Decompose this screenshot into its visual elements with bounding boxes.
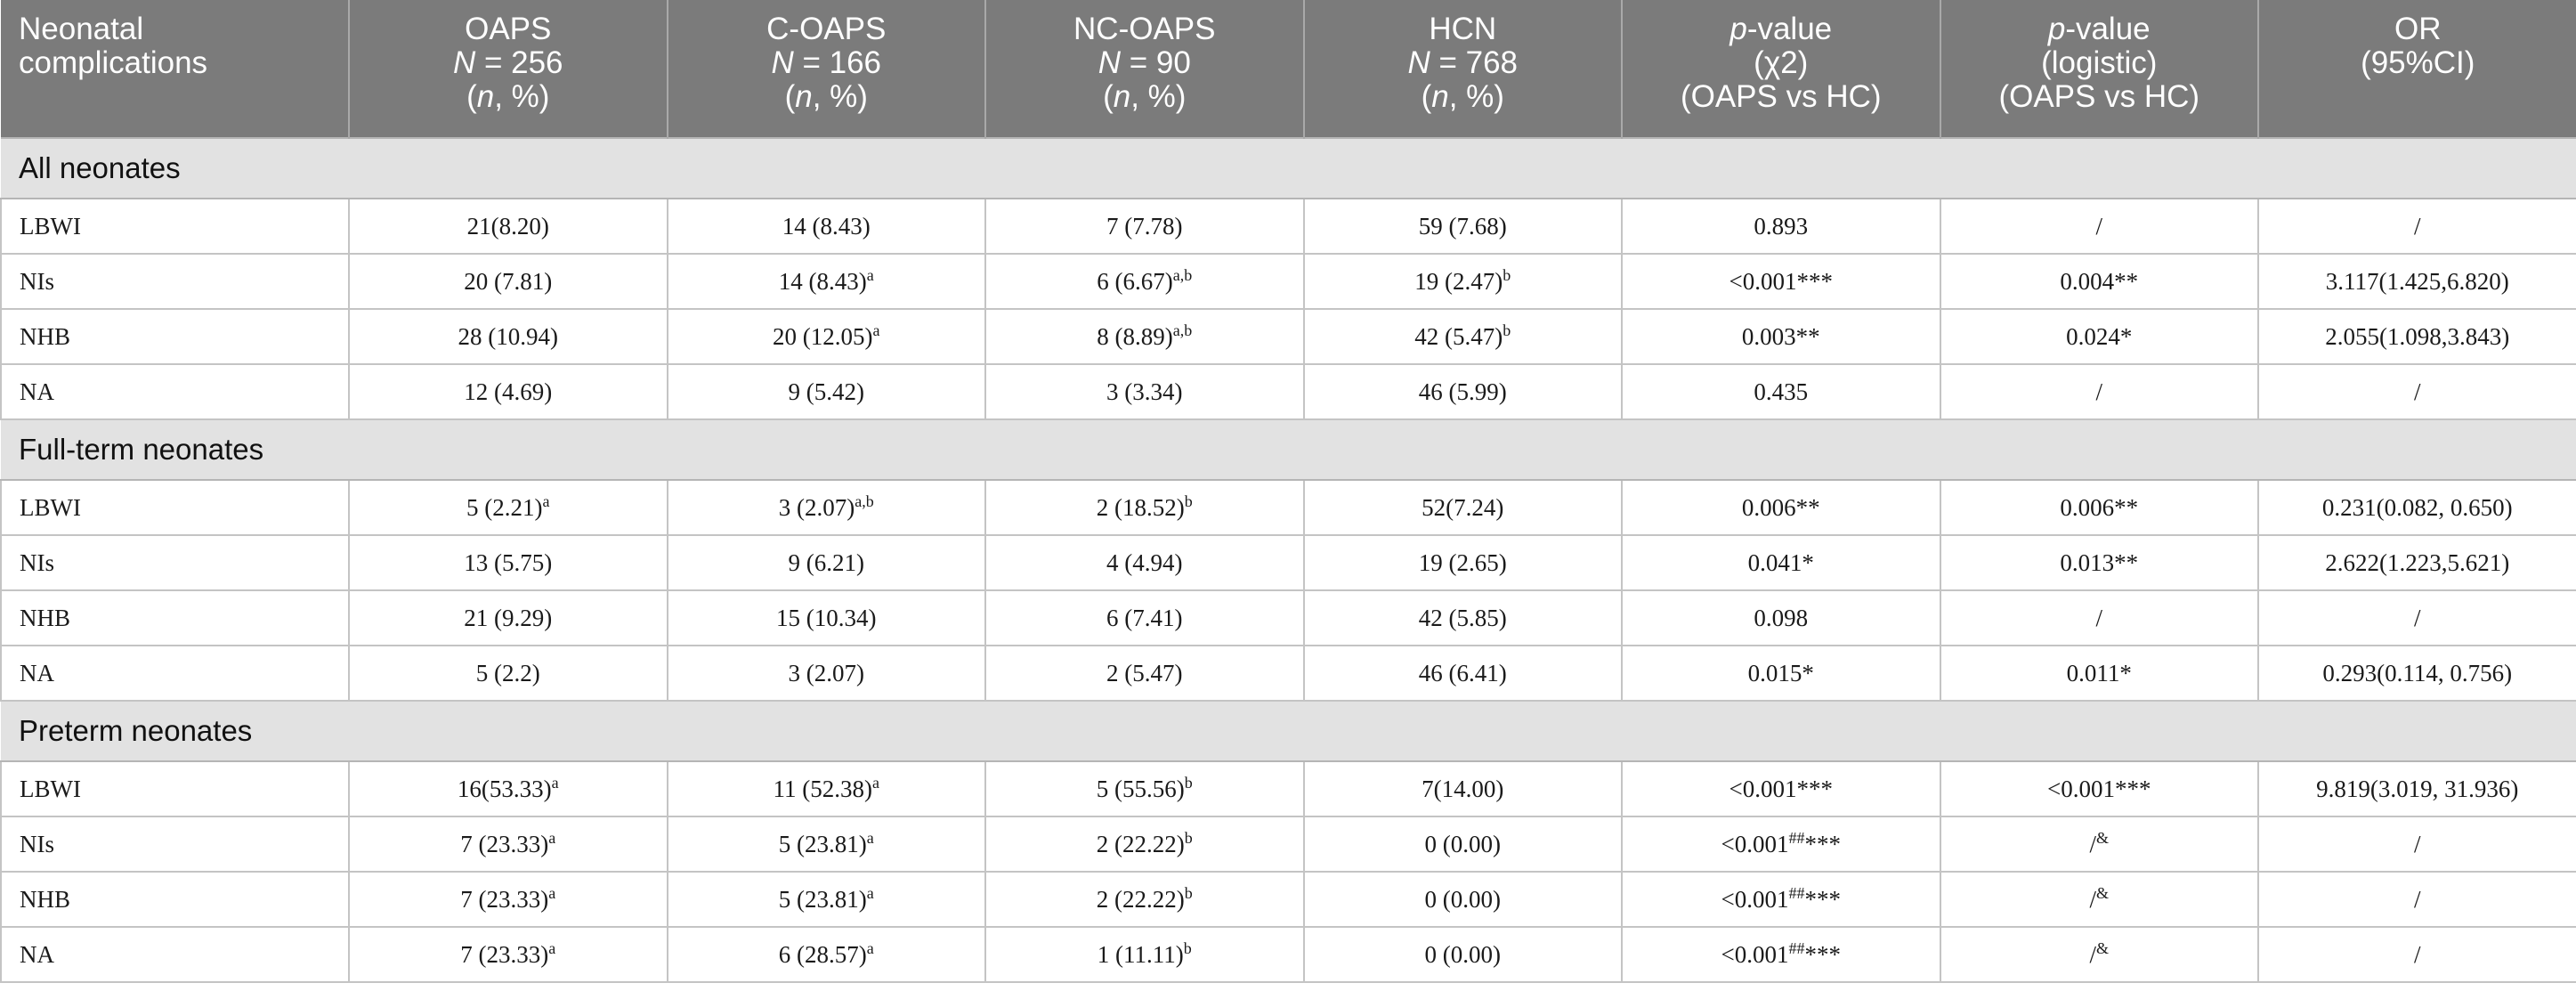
cell-superscript: b: [1184, 828, 1193, 847]
table-cell: [349, 590, 668, 646]
cell-superscript: a: [872, 321, 880, 339]
cell-superscript: b: [1503, 265, 1511, 284]
table-cell: [985, 590, 1304, 646]
cell-superscript: b: [1184, 883, 1193, 902]
row-label: NHB: [1, 872, 349, 927]
cell-value: 4 (4.94): [1106, 548, 1183, 576]
cell-value: 42 (5.47): [1414, 322, 1503, 350]
cell-value: 3 (2.07): [788, 659, 864, 686]
cell-value: 2 (22.22): [1096, 830, 1185, 857]
cell-value: 7(14.00): [1422, 775, 1504, 802]
table-cell: [1622, 535, 1940, 590]
cell-value: 0.015*: [1747, 659, 1814, 686]
cell-significance: ***: [1804, 940, 1841, 968]
cell-value: /: [2095, 212, 2102, 240]
table-cell: [2258, 646, 2576, 701]
cell-value: 0.006**: [2060, 493, 2139, 521]
cell-value: 5 (2.21): [466, 493, 543, 521]
table-cell: [1940, 761, 2259, 816]
cell-value: 12 (4.69): [464, 378, 553, 405]
cell-value: 0.011*: [2066, 659, 2132, 686]
column-header-5: [1622, 0, 1940, 138]
cell-value: 0 (0.00): [1424, 830, 1501, 857]
cell-value: /: [2095, 604, 2102, 631]
column-header-2: [668, 0, 986, 138]
cell-value: /: [2413, 940, 2421, 968]
table-cell: [2258, 927, 2576, 982]
cell-value: 1 (11.11): [1097, 940, 1184, 968]
cell-superscript: a: [542, 491, 550, 510]
table-cell: [1940, 199, 2259, 254]
column-header-line: OR: [2394, 12, 2442, 46]
cell-superscript: a: [871, 773, 879, 792]
cell-value: 59 (7.68): [1418, 212, 1507, 240]
cell-value: 6 (6.67): [1097, 267, 1173, 295]
table-cell: [1622, 646, 1940, 701]
column-header-4: [1304, 0, 1623, 138]
table-cell: [1622, 364, 1940, 419]
row-label: NA: [1, 364, 349, 419]
cell-superscript: &: [2096, 883, 2110, 902]
cell-superscript: b: [1184, 773, 1193, 792]
column-header-line: C-OAPS: [766, 12, 887, 46]
cell-superscript: a: [866, 883, 874, 902]
cell-value: /: [2413, 830, 2421, 857]
column-header-line: HCN: [1429, 12, 1497, 46]
table-cell: [1622, 761, 1940, 816]
section-row: [1, 701, 2576, 761]
column-header-line: (OAPS vs HC): [1998, 79, 2200, 114]
column-header-line: (logistic): [2041, 45, 2158, 80]
table-cell: [1940, 872, 2259, 927]
table-cell: [1940, 590, 2259, 646]
table-cell: [1304, 254, 1623, 309]
table-cell: [1940, 309, 2259, 364]
row-label: NA: [1, 927, 349, 982]
cell-value: 21(8.20): [466, 212, 549, 240]
cell-value: 19 (2.65): [1418, 548, 1507, 576]
cell-value: 0.435: [1754, 378, 1809, 405]
table-cell: [668, 254, 986, 309]
table-row: [1, 590, 2576, 646]
column-header-line: p-value: [2047, 12, 2151, 46]
cell-value: 42 (5.85): [1418, 604, 1507, 631]
table-cell: [1622, 590, 1940, 646]
cell-value: 5 (23.81): [778, 830, 867, 857]
section-row: [1, 419, 2576, 480]
cell-superscript: ##: [1788, 883, 1805, 902]
cell-superscript: b: [1183, 938, 1192, 957]
table-cell: [2258, 816, 2576, 872]
table-cell: [2258, 590, 2576, 646]
table-row: [1, 872, 2576, 927]
table-cell: [1940, 480, 2259, 535]
cell-value: /: [2413, 212, 2421, 240]
table-cell: [349, 309, 668, 364]
cell-value: 2 (18.52): [1096, 493, 1185, 521]
cell-superscript: a: [866, 265, 874, 284]
cell-value: 0.004**: [2060, 267, 2139, 295]
column-header-line: complications: [19, 45, 208, 80]
cell-value: 28 (10.94): [458, 322, 558, 350]
column-header-7: [2258, 0, 2576, 138]
table-cell: [1304, 761, 1623, 816]
cell-value: 5 (2.2): [475, 659, 540, 686]
table-cell: [2258, 199, 2576, 254]
table-cell: [985, 199, 1304, 254]
cell-value: 0.293(0.114, 0.756): [2322, 659, 2513, 686]
cell-value: 6 (28.57): [778, 940, 867, 968]
cell-value: 0 (0.00): [1424, 885, 1501, 913]
cell-superscript: &: [2096, 938, 2110, 957]
cell-value: 3.117(1.425,6.820): [2325, 267, 2509, 295]
table-cell: [1622, 254, 1940, 309]
table-cell: [2258, 254, 2576, 309]
row-label: NA: [1, 646, 349, 701]
cell-value: 2 (22.22): [1096, 885, 1185, 913]
table-cell: [985, 872, 1304, 927]
cell-value: /: [2413, 378, 2421, 405]
table-cell: [1622, 480, 1940, 535]
column-header-0: [1, 0, 349, 138]
table-cell: [349, 254, 668, 309]
cell-value: /: [2095, 378, 2102, 405]
cell-value: 15 (10.34): [776, 604, 877, 631]
column-header-6: [1940, 0, 2259, 138]
table-row: [1, 254, 2576, 309]
cell-value: 0.231(0.082, 0.650): [2321, 493, 2513, 521]
cell-value: 19 (2.47): [1414, 267, 1503, 295]
table-cell: [985, 646, 1304, 701]
cell-value: 13 (5.75): [464, 548, 553, 576]
table-cell: [2258, 309, 2576, 364]
cell-value: /: [2089, 940, 2096, 968]
column-header-line: N = 166: [771, 45, 882, 80]
cell-superscript: a,b: [855, 491, 874, 510]
row-label: NIs: [1, 254, 349, 309]
table-cell: [1940, 364, 2259, 419]
column-header-line: p-value: [1729, 12, 1833, 46]
table-cell: [1304, 872, 1623, 927]
table-cell: [349, 480, 668, 535]
table-cell: [985, 816, 1304, 872]
cell-value: <0.001***: [2047, 775, 2151, 802]
table-row: [1, 364, 2576, 419]
cell-significance: ***: [1804, 885, 1841, 913]
table-cell: [1622, 927, 1940, 982]
row-label: LBWI: [1, 480, 349, 535]
table-cell: [2258, 535, 2576, 590]
cell-value: 7 (23.33): [460, 830, 549, 857]
cell-value: 3 (2.07): [778, 493, 855, 521]
cell-superscript: ##: [1788, 828, 1805, 847]
cell-superscript: a: [551, 773, 559, 792]
table-cell: [668, 364, 986, 419]
cell-value: 9.819(3.019, 31.936): [2316, 775, 2519, 802]
cell-value: 21 (9.29): [464, 604, 553, 631]
cell-value: 0.893: [1754, 212, 1809, 240]
table-cell: [349, 872, 668, 927]
table-cell: [1304, 480, 1623, 535]
table-cell: [985, 927, 1304, 982]
row-label: LBWI: [1, 761, 349, 816]
cell-value: 7 (23.33): [460, 885, 549, 913]
cell-value: 2.055(1.098,3.843): [2325, 322, 2510, 350]
cell-superscript: a: [548, 828, 556, 847]
cell-value: /: [2089, 885, 2096, 913]
cell-value: 0.041*: [1747, 548, 1814, 576]
cell-value: 2 (5.47): [1106, 659, 1183, 686]
table-cell: [668, 590, 986, 646]
cell-superscript: ##: [1788, 938, 1805, 957]
column-header-line: (95%CI): [2361, 45, 2475, 80]
cell-value: 0 (0.00): [1424, 940, 1501, 968]
cell-value: <0.001: [1721, 885, 1789, 913]
column-header-line: N = 768: [1407, 45, 1519, 80]
table-cell: [1940, 816, 2259, 872]
table-cell: [985, 480, 1304, 535]
cell-value: 0.003**: [1741, 322, 1820, 350]
cell-value: 20 (12.05): [773, 322, 873, 350]
cell-value: 3 (3.34): [1106, 378, 1183, 405]
table-cell: [349, 646, 668, 701]
table-cell: [1622, 816, 1940, 872]
cell-superscript: &: [2096, 828, 2110, 847]
table-row: [1, 480, 2576, 535]
table-cell: [1304, 927, 1623, 982]
column-header-line: (χ2): [1754, 45, 1809, 80]
column-header-line: N = 256: [452, 45, 563, 80]
cell-value: 0.013**: [2060, 548, 2139, 576]
table-row: [1, 309, 2576, 364]
table-cell: [985, 364, 1304, 419]
cell-value: <0.001***: [1729, 267, 1833, 295]
cell-value: 7 (7.78): [1106, 212, 1183, 240]
table-cell: [1940, 535, 2259, 590]
table-cell: [349, 535, 668, 590]
cell-value: 6 (7.41): [1106, 604, 1183, 631]
cell-value: 11 (52.38): [773, 775, 872, 802]
cell-value: 20 (7.81): [464, 267, 553, 295]
row-label: NIs: [1, 535, 349, 590]
table-cell: [1304, 590, 1623, 646]
header-row: [1, 0, 2576, 138]
cell-superscript: a: [548, 938, 556, 957]
table-cell: [668, 927, 986, 982]
row-label: NHB: [1, 309, 349, 364]
cell-value: /: [2413, 604, 2421, 631]
cell-value: 0.098: [1754, 604, 1809, 631]
table-cell: [1304, 535, 1623, 590]
table-cell: [985, 254, 1304, 309]
column-header-line: (OAPS vs HC): [1680, 79, 1882, 114]
cell-value: 46 (5.99): [1418, 378, 1507, 405]
cell-value: 0.024*: [2066, 322, 2133, 350]
column-header-line: (n, %): [466, 79, 550, 114]
cell-value: 9 (6.21): [788, 548, 864, 576]
table-header: [1, 0, 2576, 138]
table-cell: [2258, 364, 2576, 419]
table-cell: [1304, 646, 1623, 701]
column-header-line: (n, %): [1103, 79, 1187, 114]
table-row: [1, 535, 2576, 590]
cell-value: 52(7.24): [1422, 493, 1504, 521]
cell-value: 46 (6.41): [1418, 659, 1507, 686]
cell-value: /: [2089, 830, 2096, 857]
table-cell: [1304, 309, 1623, 364]
row-label: NIs: [1, 816, 349, 872]
table-row: [1, 816, 2576, 872]
table-cell: [1622, 872, 1940, 927]
cell-value: <0.001: [1721, 940, 1789, 968]
cell-value: <0.001: [1721, 830, 1789, 857]
table-cell: [668, 872, 986, 927]
section-title: All neonates: [1, 138, 2576, 199]
cell-value: 7 (23.33): [460, 940, 549, 968]
cell-value: 8 (8.89): [1097, 322, 1173, 350]
cell-significance: ***: [1804, 830, 1841, 857]
cell-value: 14 (8.43): [782, 212, 871, 240]
table-cell: [349, 364, 668, 419]
column-header-line: Neonatal: [19, 12, 144, 46]
cell-superscript: b: [1184, 491, 1193, 510]
table-cell: [985, 761, 1304, 816]
cell-superscript: a,b: [1172, 265, 1193, 284]
cell-superscript: a: [548, 883, 556, 902]
table-row: [1, 646, 2576, 701]
section-row: [1, 138, 2576, 199]
table-cell: [985, 535, 1304, 590]
table-body: [1, 138, 2576, 982]
cell-value: 9 (5.42): [788, 378, 864, 405]
table-cell: [668, 816, 986, 872]
table-cell: [668, 309, 986, 364]
cell-value: 2.622(1.223,5.621): [2325, 548, 2510, 576]
cell-superscript: b: [1503, 321, 1511, 339]
table-cell: [668, 761, 986, 816]
column-header-3: [985, 0, 1304, 138]
column-header-line: (n, %): [784, 79, 868, 114]
table-cell: [2258, 761, 2576, 816]
cell-value: <0.001***: [1729, 775, 1833, 802]
table-cell: [1940, 254, 2259, 309]
cell-value: 5 (23.81): [778, 885, 867, 913]
table-cell: [2258, 872, 2576, 927]
table-cell: [2258, 480, 2576, 535]
table-cell: [349, 816, 668, 872]
column-header-1: [349, 0, 668, 138]
table-row: [1, 927, 2576, 982]
table-cell: [349, 761, 668, 816]
table-cell: [1940, 927, 2259, 982]
table-cell: [1304, 816, 1623, 872]
table-cell: [1304, 364, 1623, 419]
table-cell: [1622, 309, 1940, 364]
table-cell: [1622, 199, 1940, 254]
cell-value: 0.006**: [1741, 493, 1820, 521]
table-cell: [1304, 199, 1623, 254]
cell-superscript: a: [866, 828, 874, 847]
table-cell: [668, 480, 986, 535]
table-row: [1, 761, 2576, 816]
cell-superscript: a: [866, 938, 874, 957]
table-cell: [985, 309, 1304, 364]
row-label: NHB: [1, 590, 349, 646]
cell-superscript: a,b: [1172, 321, 1193, 339]
cell-value: /: [2413, 885, 2421, 913]
row-label: LBWI: [1, 199, 349, 254]
cell-value: 14 (8.43): [778, 267, 867, 295]
table-cell: [668, 535, 986, 590]
table-cell: [668, 199, 986, 254]
column-header-line: OAPS: [465, 12, 552, 46]
table-cell: [1940, 646, 2259, 701]
column-header-line: NC-OAPS: [1073, 12, 1216, 46]
column-header-line: (n, %): [1421, 79, 1504, 114]
table-row: [1, 199, 2576, 254]
table-cell: [668, 646, 986, 701]
column-header-line: N = 90: [1098, 45, 1191, 80]
table-cell: [349, 199, 668, 254]
section-title: Full-term neonates: [1, 419, 2576, 480]
table-cell: [349, 927, 668, 982]
section-title: Preterm neonates: [1, 701, 2576, 761]
cell-value: 16(53.33): [457, 775, 552, 802]
cell-value: 5 (55.56): [1096, 775, 1185, 802]
